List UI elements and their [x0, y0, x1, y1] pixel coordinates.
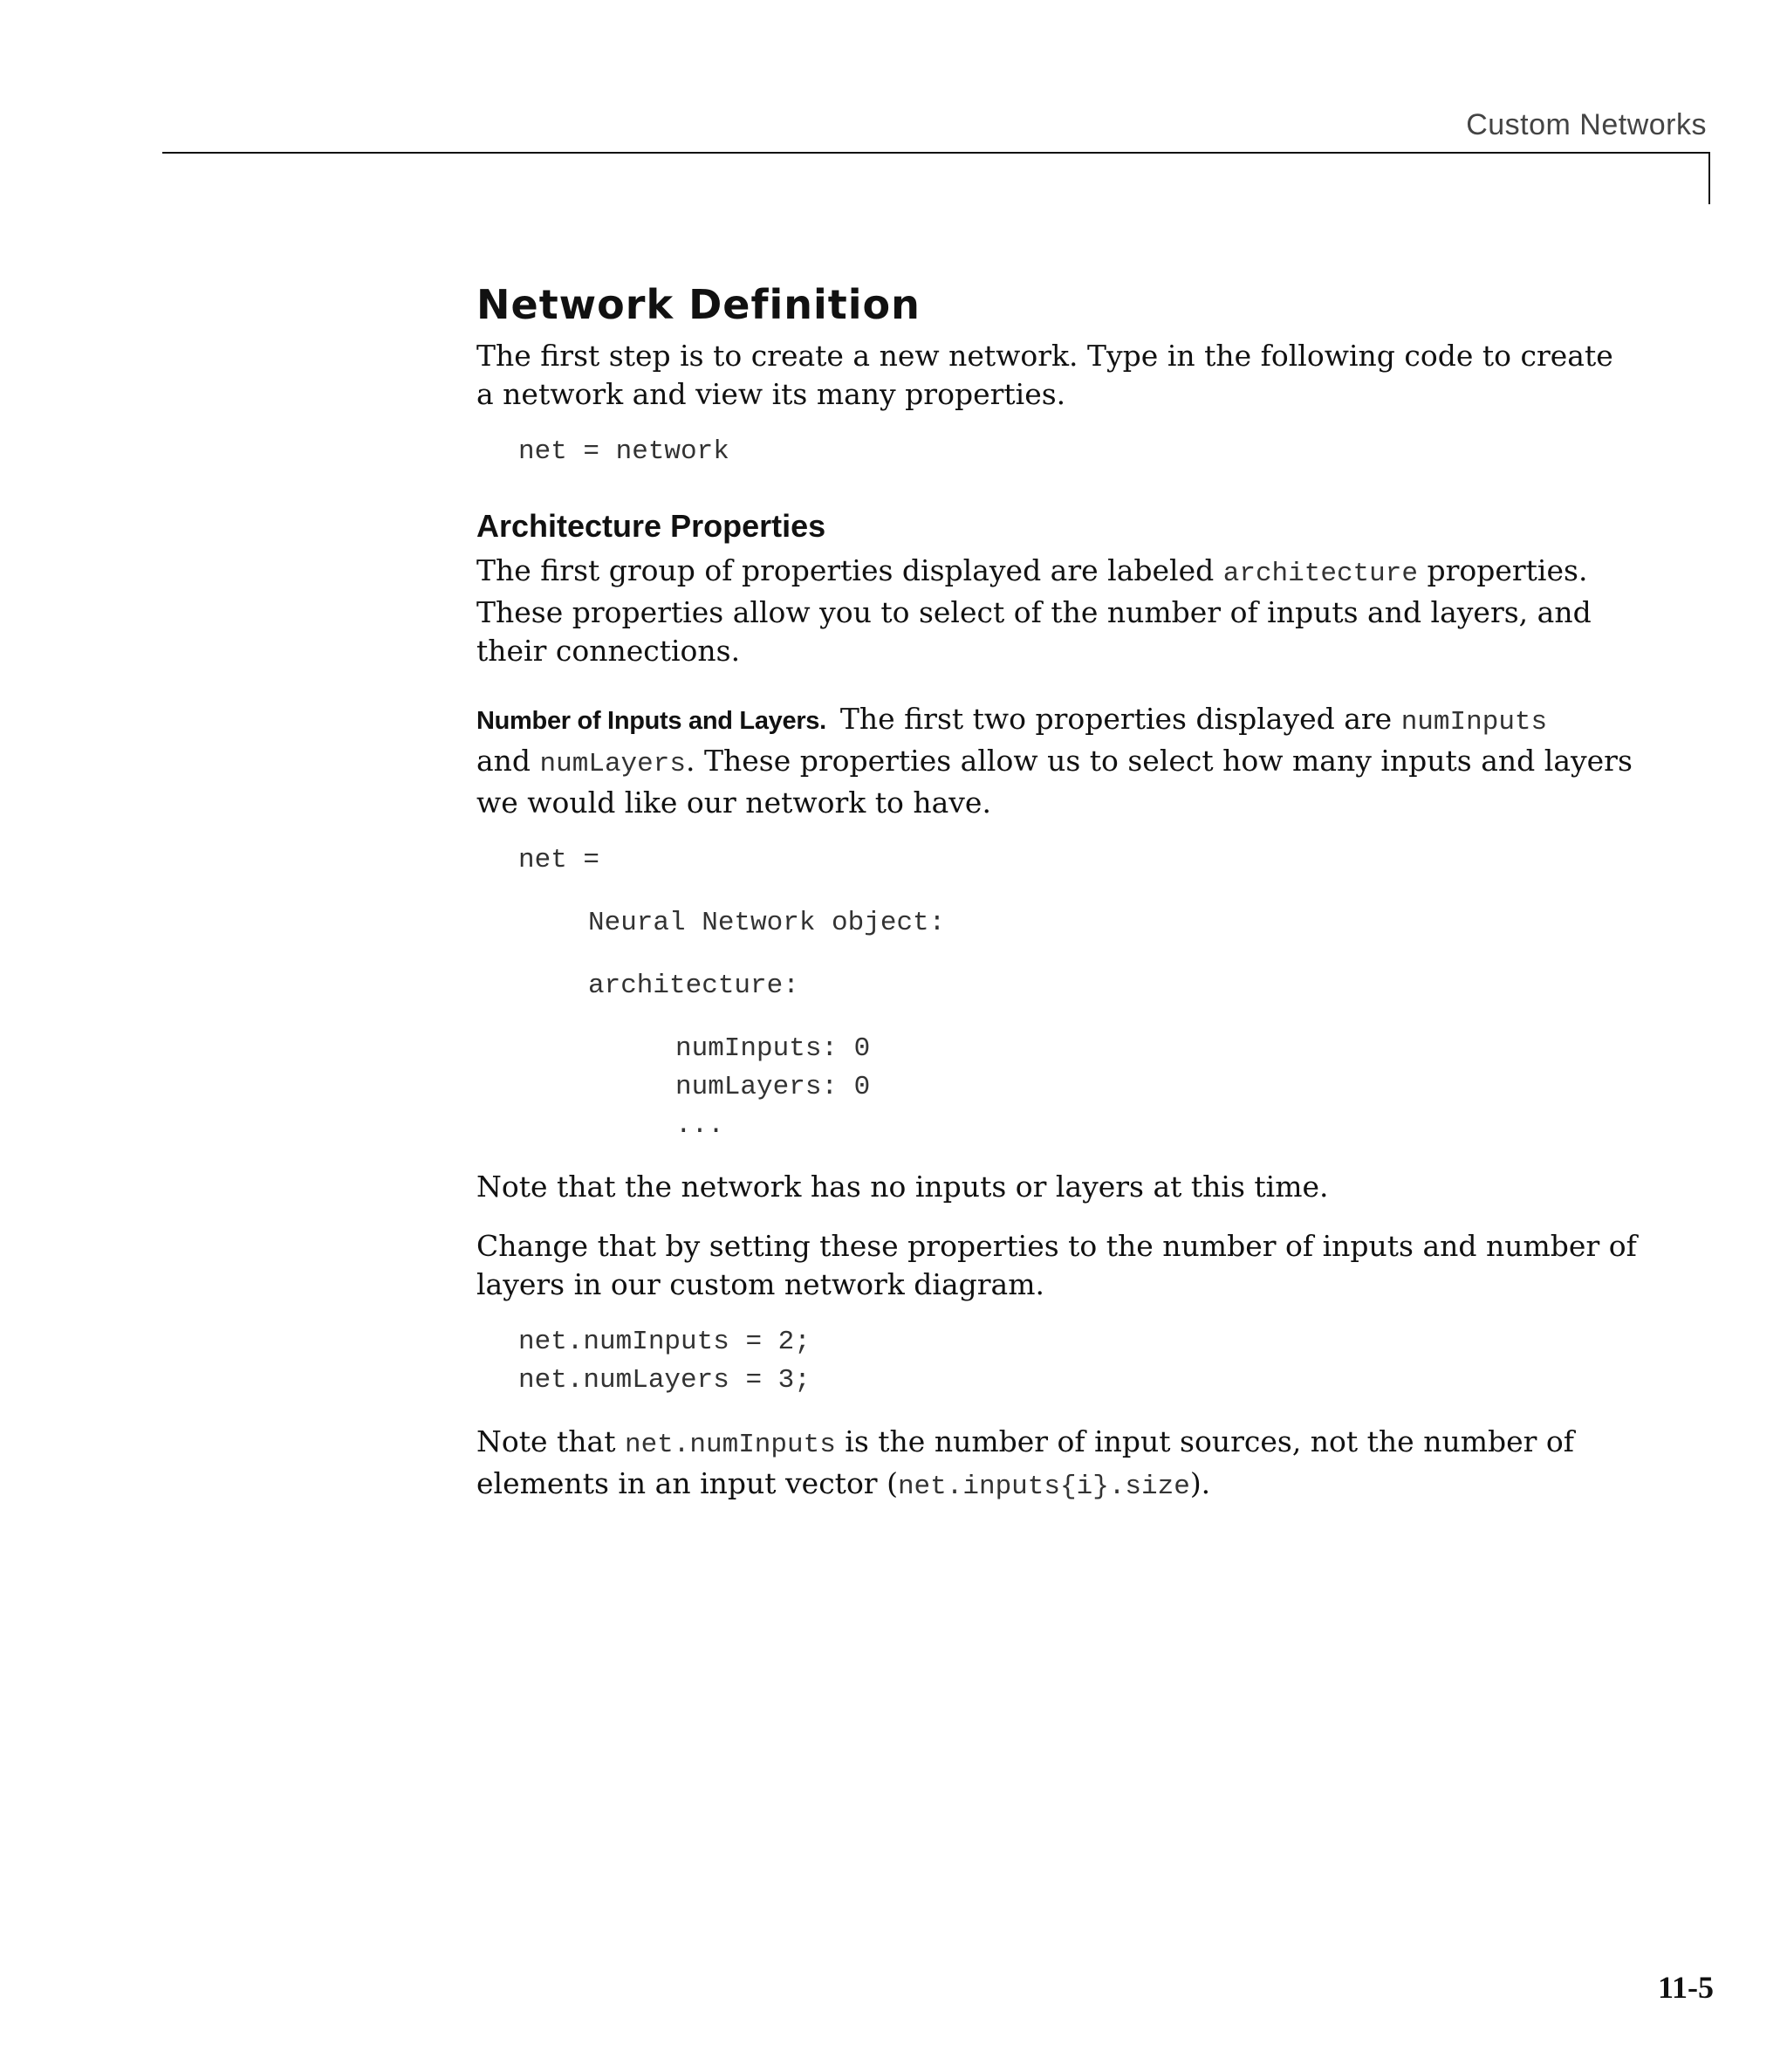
- code-line: net = network: [518, 436, 729, 467]
- code-line: net.numInputs = 2;: [518, 1327, 811, 1357]
- inline-code-architecture: architecture: [1222, 559, 1418, 589]
- code-block-set-properties: [518, 1323, 1637, 1400]
- final-note-paragraph: [476, 1423, 1637, 1506]
- architecture-paragraph: [476, 552, 1637, 670]
- text-run: is the number of input sources, not the number of elements in an input vector (: [476, 1424, 1575, 1500]
- inline-code-input-size: net.inputs{i}.size: [897, 1472, 1190, 1502]
- header-rule-tick: [1708, 152, 1710, 204]
- code-line: ...: [675, 1110, 724, 1141]
- section-title: Network Definition: [476, 281, 921, 328]
- header-rule: [162, 152, 1710, 154]
- note-paragraph: Note that the network has no inputs or layers at this time.: [476, 1170, 1329, 1204]
- code-line: Neural Network object:: [588, 908, 946, 938]
- runin-paragraph: [476, 700, 1637, 822]
- inline-code-numinputs: numInputs: [1400, 707, 1548, 738]
- code-line: net.numLayers = 3;: [518, 1365, 811, 1396]
- inline-code-net-numinputs: net.numInputs: [624, 1430, 836, 1460]
- running-header: Custom Networks: [1466, 108, 1707, 141]
- text-run: and: [476, 744, 540, 778]
- change-paragraph: Change that by setting these properties to the number of inputs and number of layers in our custom network diagram.: [476, 1229, 1637, 1301]
- page-number: 11-5: [1657, 1970, 1714, 2005]
- page-content: [476, 281, 1637, 1506]
- code-line: architecture:: [588, 971, 799, 1001]
- text-run: . These properties allow us to select how many inputs and layers we would like our network to have.: [476, 744, 1633, 820]
- text-run: The first two properties displayed are: [839, 702, 1401, 736]
- runin-heading: Number of Inputs and Layers.: [476, 707, 826, 735]
- code-line: numInputs: 0: [675, 1033, 871, 1064]
- intro-paragraph: The first step is to create a new network. Type in the following code to create a network and view its many properties.: [476, 339, 1613, 411]
- inline-code-numlayers: numLayers: [539, 749, 686, 779]
- subsection-title: Architecture Properties: [476, 508, 826, 544]
- code-line: numLayers: 0: [675, 1072, 871, 1102]
- text-run: ).: [1189, 1466, 1211, 1500]
- text-run: Note that: [476, 1424, 625, 1458]
- code-block-network-output: [518, 841, 1637, 1145]
- text-run: The first group of properties displayed are labeled: [476, 553, 1223, 587]
- text-run: properties. These properties allow you to select of the number of inputs and layers, and their connections.: [476, 553, 1592, 668]
- code-block-create-network: [518, 433, 1637, 471]
- code-line: net =: [518, 845, 600, 875]
